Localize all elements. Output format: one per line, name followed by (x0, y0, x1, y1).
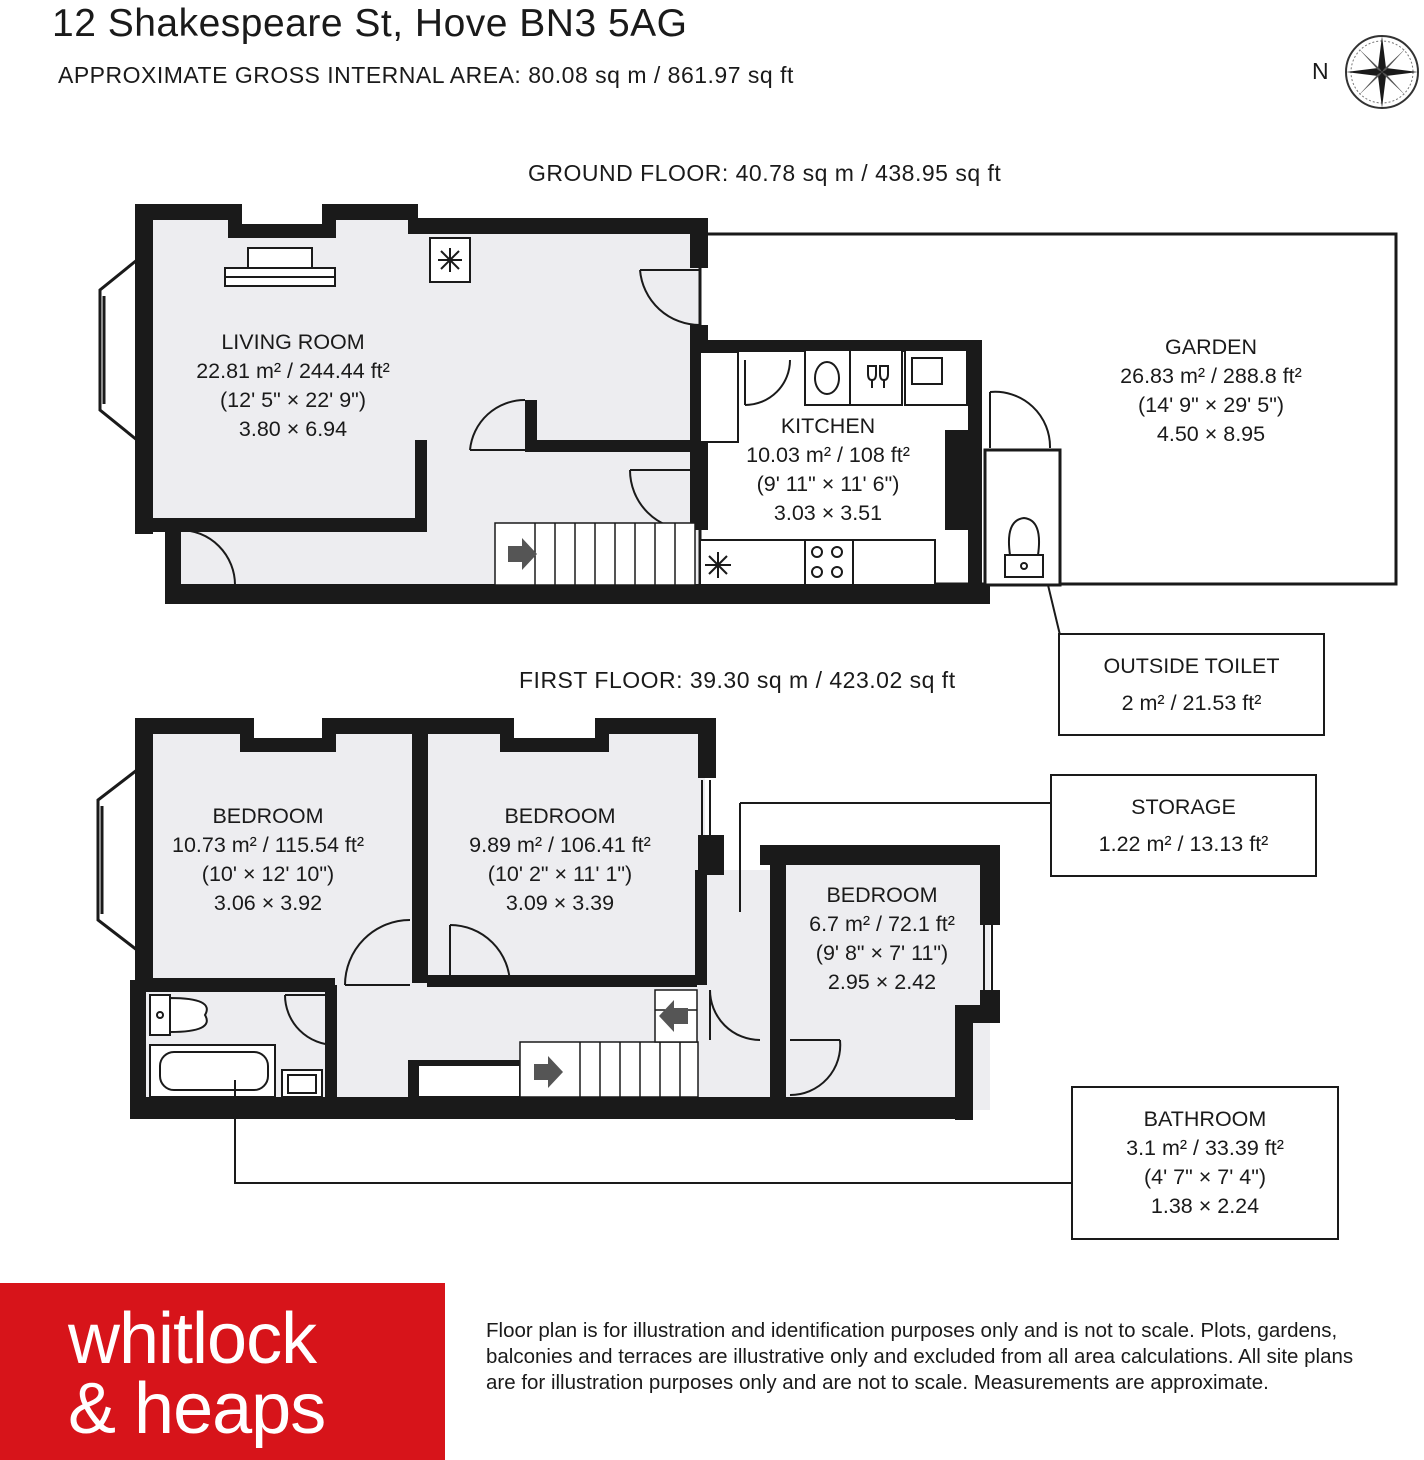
room-name: BEDROOM (826, 883, 938, 907)
room-area: 6.7 m² / 72.1 ft² (809, 912, 955, 936)
ground-floor-label: GROUND FLOOR: 40.78 sq m / 438.95 sq ft (528, 160, 1002, 186)
room-dimensions-metric: 3.80 × 6.94 (238, 417, 348, 441)
room-name: BEDROOM (504, 804, 616, 828)
room-name: LIVING ROOM (221, 330, 365, 354)
ground-bay-window (100, 260, 137, 440)
room-area: 9.89 m² / 106.41 ft² (469, 833, 651, 857)
room-bedroom-1 (172, 802, 364, 918)
callout-name: STORAGE (1131, 794, 1236, 819)
property-address: 12 Shakespeare St, Hove BN3 5AG (52, 2, 688, 45)
room-bedroom-2 (469, 802, 651, 918)
room-dimensions-metric: 3.09 × 3.39 (505, 891, 615, 915)
snowflake-icon (430, 238, 470, 282)
callout-area: 3.1 m² / 33.39 ft² (1126, 1136, 1284, 1160)
room-living (196, 328, 390, 444)
disclaimer-text: Floor plan is for illustration and identification purposes only and is not to scale. Plots, gardens, balconies and terraces are illustrative only and excluded from all area calculations. All site plans are for illustration purposes only and are not to scale. Measurements are approximate. (486, 1319, 1354, 1394)
callout-area: 1.22 m² / 13.13 ft² (1098, 831, 1269, 856)
room-dimensions-imperial: (14' 9" × 29' 5") (1138, 393, 1284, 417)
room-name: GARDEN (1165, 335, 1257, 359)
room-dimensions-metric: 3.03 × 3.51 (773, 501, 883, 525)
outside-toilet-icon (1005, 518, 1043, 577)
room-area: 10.73 m² / 115.54 ft² (171, 833, 365, 857)
room-dimensions-metric: 2.95 × 2.42 (827, 970, 937, 994)
callout-dimensions-metric: 1.38 × 2.24 (1150, 1194, 1260, 1218)
room-name: BEDROOM (212, 804, 324, 828)
compass-north-letter: N (1312, 58, 1329, 84)
logo-line-1: whitlock (68, 1299, 317, 1379)
agency-logo (0, 1283, 445, 1460)
callout-storage (1050, 774, 1317, 877)
first-floor-label: FIRST FLOOR: 39.30 sq m / 423.02 sq ft (519, 667, 956, 693)
room-dimensions-imperial: (10' × 12' 10") (201, 862, 335, 886)
callout-dimensions-imperial: (4' 7" × 7' 4") (1143, 1165, 1267, 1189)
room-dimensions-metric: 4.50 × 8.95 (1156, 422, 1266, 446)
gross-area: APPROXIMATE GROSS INTERNAL AREA: 80.08 sq m / 861.97 sq ft (58, 62, 794, 88)
room-name: KITCHEN (780, 414, 876, 438)
room-dimensions-imperial: (9' 11" × 11' 6") (756, 472, 900, 496)
callout-name: BATHROOM (1143, 1107, 1267, 1131)
callout-area: 2 m² / 21.53 ft² (1121, 690, 1262, 715)
first-bay-window (98, 770, 137, 950)
room-dimensions-imperial: (9' 8" × 7' 11") (815, 941, 949, 965)
room-dimensions-imperial: (10' 2" × 11' 1") (487, 862, 633, 886)
room-bedroom-3 (809, 881, 955, 997)
room-area: 26.83 m² / 288.8 ft² (1120, 364, 1302, 388)
room-kitchen (746, 412, 910, 528)
room-area: 22.81 m² / 244.44 ft² (196, 359, 390, 383)
room-dimensions-metric: 3.06 × 3.92 (213, 891, 323, 915)
logo-line-2: & heaps (68, 1369, 326, 1449)
callout-bathroom (1071, 1086, 1339, 1240)
room-area: 10.03 m² / 108 ft² (746, 443, 910, 467)
room-garden (1120, 333, 1302, 449)
callout-outside-toilet (1058, 633, 1325, 736)
room-dimensions-imperial: (12' 5" × 22' 9") (219, 388, 366, 412)
callout-name: OUTSIDE TOILET (1103, 653, 1280, 678)
